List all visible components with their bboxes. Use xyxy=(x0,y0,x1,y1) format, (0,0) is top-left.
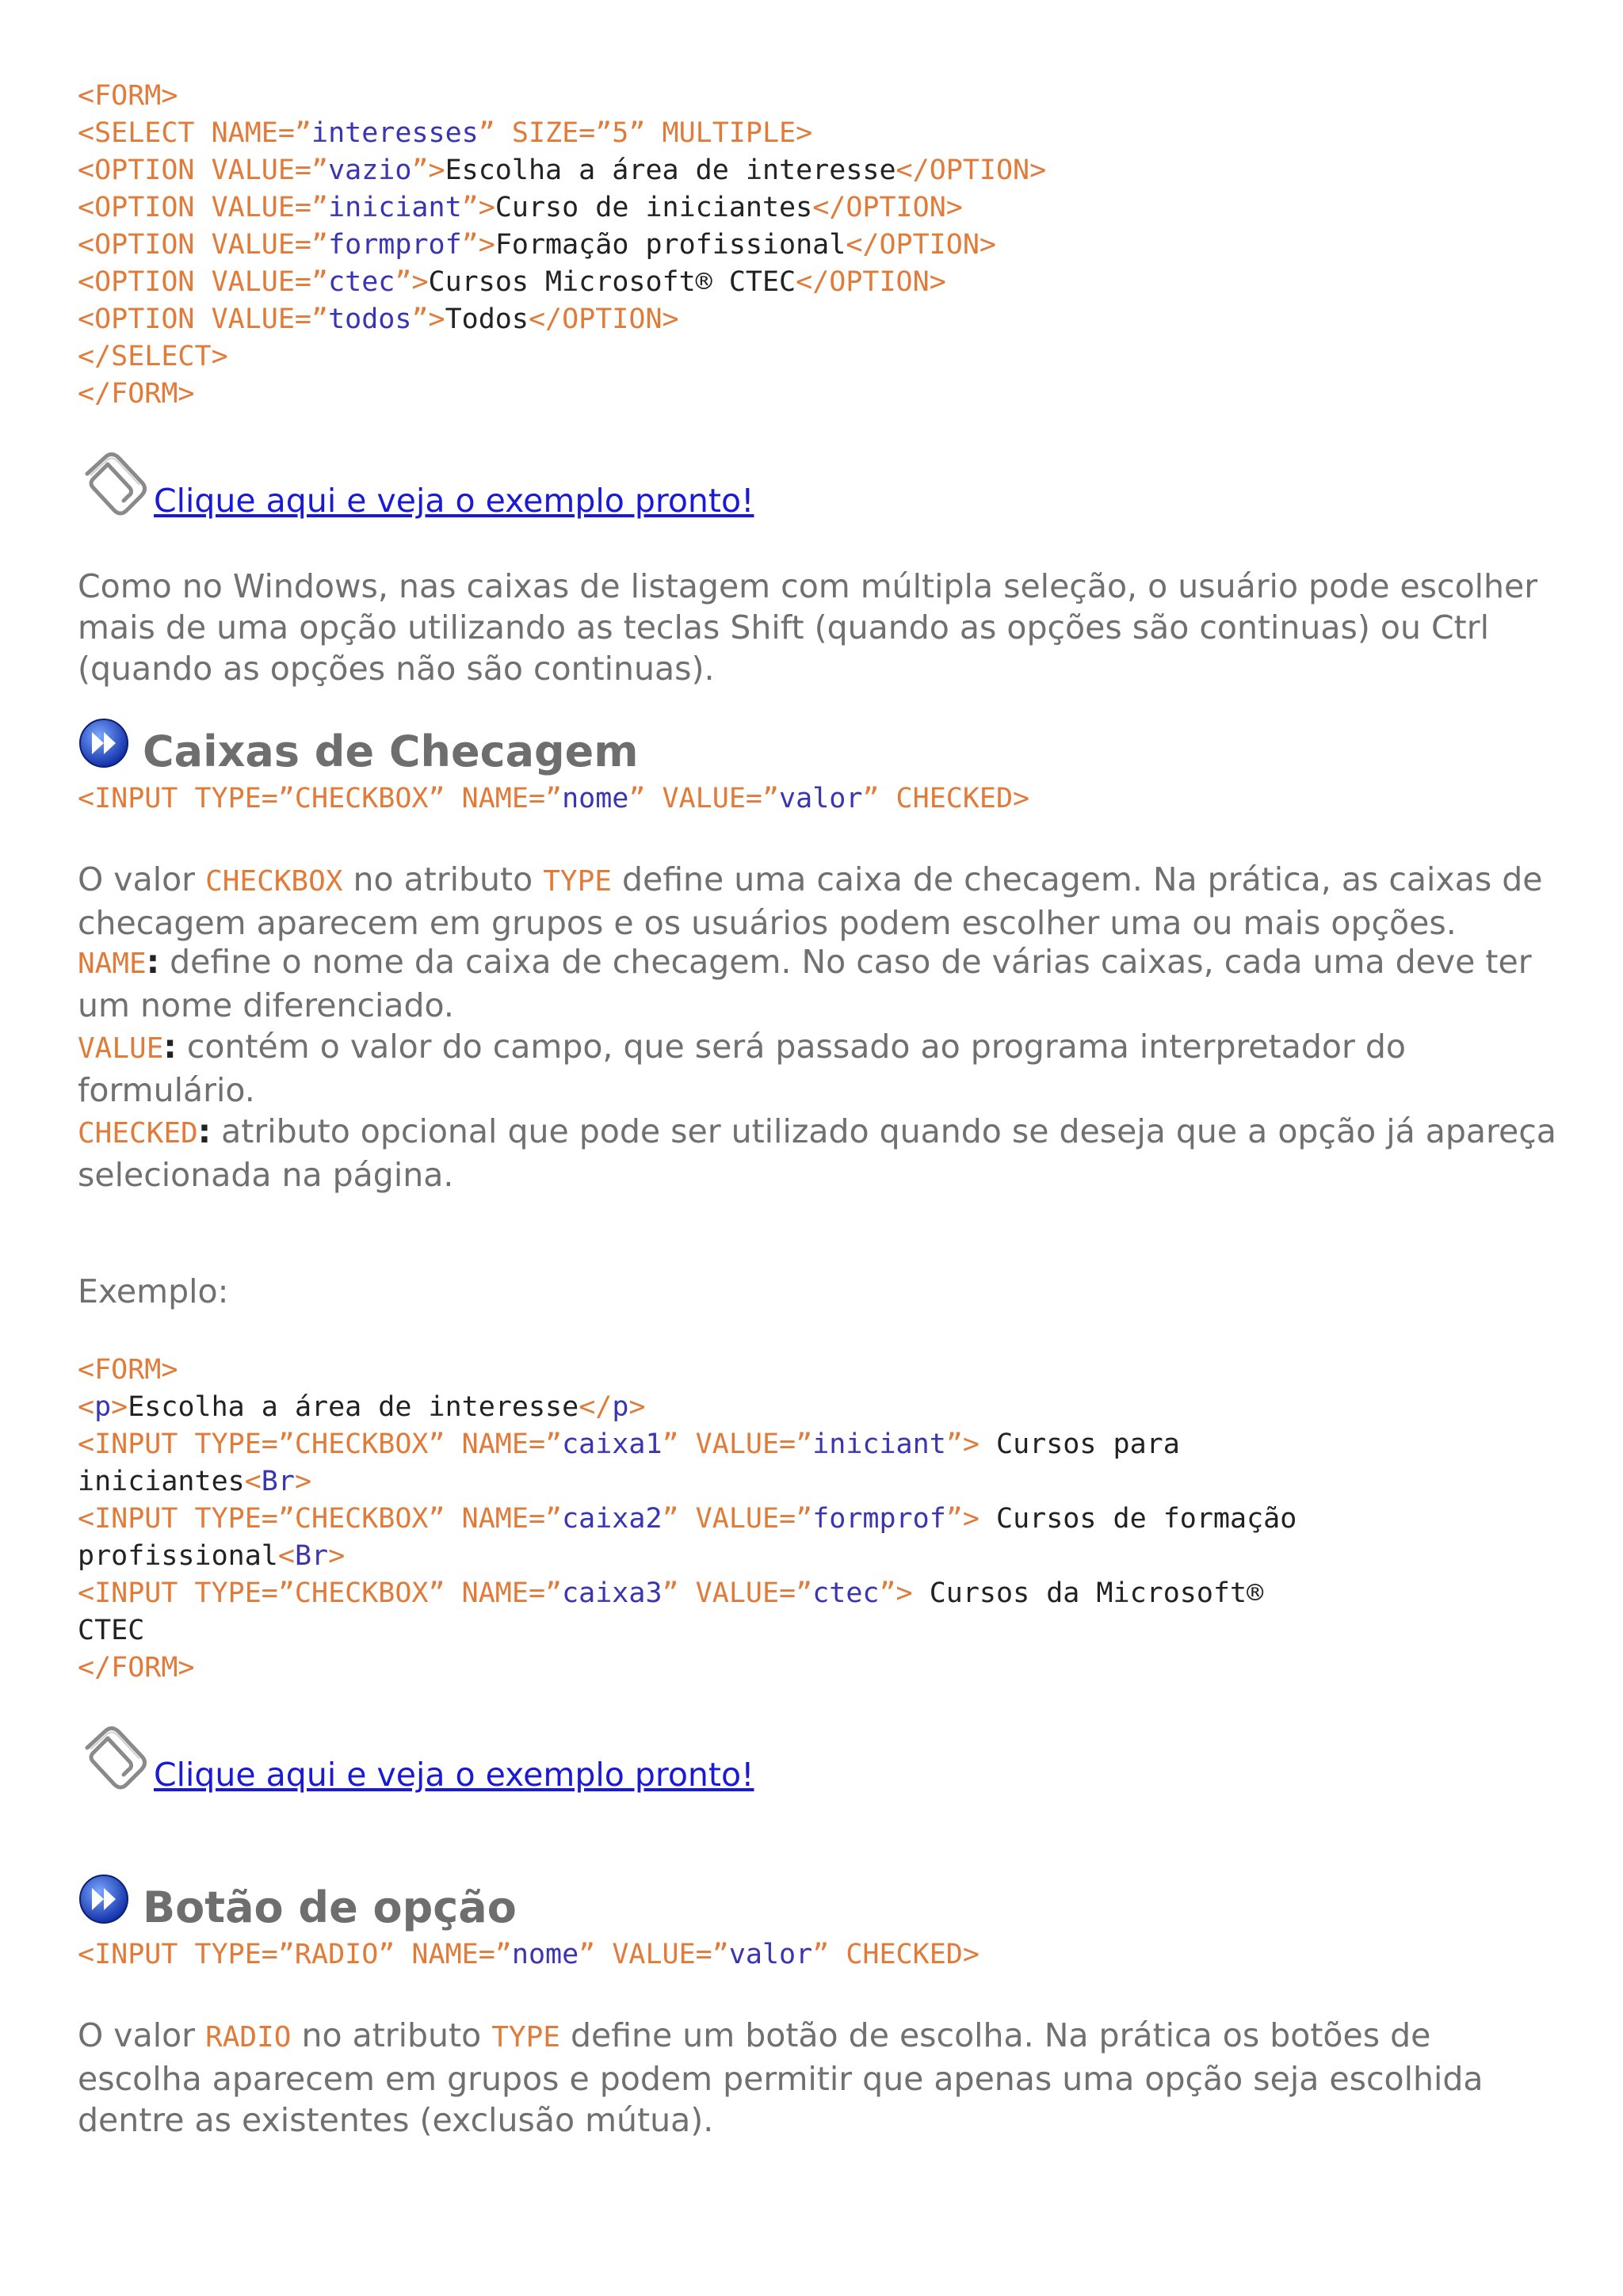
code-token: caixa3 xyxy=(562,1577,663,1609)
code-token: vazio xyxy=(328,154,412,186)
example-link-1[interactable]: Clique aqui e veja o exemplo pronto! xyxy=(154,482,754,520)
code-line xyxy=(78,1650,1552,1687)
code-line xyxy=(78,1352,1552,1389)
code-token: </OPTION> xyxy=(528,303,679,335)
code-token: < xyxy=(244,1466,262,1497)
code-token: iniciant xyxy=(328,192,462,223)
code-token: ctec xyxy=(328,266,395,298)
code-token: < xyxy=(277,1540,295,1572)
code-token: Formação profissional xyxy=(495,229,846,261)
code-token: ” VALUE=” xyxy=(662,1428,813,1460)
code-token: ” SIZE=”5” MULTIPLE> xyxy=(478,117,813,149)
code-token: > xyxy=(328,1540,346,1572)
code-token: </OPTION> xyxy=(896,154,1047,186)
code-line xyxy=(78,78,1552,115)
code-token: </FORM> xyxy=(78,1652,195,1684)
code-token: ”> xyxy=(945,1428,980,1460)
select-code-block xyxy=(78,78,1552,413)
code-token: </ xyxy=(579,1391,613,1423)
code-line xyxy=(78,189,1552,227)
radio-section-heading xyxy=(78,1873,517,1933)
fast-forward-icon xyxy=(78,717,130,769)
code-token: <OPTION VALUE=” xyxy=(78,154,329,186)
colon: : xyxy=(197,1112,212,1150)
code-line xyxy=(78,376,1552,413)
checkbox-intro-text: O valor CHECKBOX no atributo TYPE define uma caixa de checagem. Na prática, as caixas de checagem aparecem em grupos e os usuários podem escolher uma ou mais opções. xyxy=(78,860,1543,942)
code-token: ” CHECKED> xyxy=(862,783,1030,814)
code-token: <INPUT TYPE=”CHECKBOX” NAME=” xyxy=(78,1577,563,1609)
fast-forward-icon xyxy=(78,1873,130,1925)
code-token: <FORM> xyxy=(78,80,178,112)
code-token: <INPUT TYPE=”CHECKBOX” NAME=” xyxy=(78,1428,563,1460)
code-token: todos xyxy=(328,303,412,335)
code-token: Todos xyxy=(445,303,529,335)
example-link-row-1 xyxy=(78,450,754,521)
radio-syntax-code xyxy=(78,1936,1552,1974)
code-token: nome xyxy=(562,783,629,814)
code-line xyxy=(78,338,1552,376)
code-token: caixa2 xyxy=(562,1503,663,1535)
code-token: interesses xyxy=(311,117,479,149)
code-token: <OPTION VALUE=” xyxy=(78,229,329,261)
code-token: </OPTION> xyxy=(846,229,996,261)
code-token: Escolha a área de interesse xyxy=(445,154,896,186)
attribute-description: atributo opcional que pode ser utilizado quando se deseja que a opção já apareça selecionada na página. xyxy=(78,1112,1556,1194)
code-token: <INPUT TYPE=”CHECKBOX” NAME=” xyxy=(78,1503,563,1535)
code-token: p xyxy=(612,1391,629,1423)
code-token: </OPTION> xyxy=(812,192,963,223)
code-line xyxy=(78,1389,1552,1426)
code-token: ”> xyxy=(461,229,495,261)
code-token: ”> xyxy=(461,192,495,223)
code-token: ” VALUE=” xyxy=(628,783,780,814)
code-token: > xyxy=(294,1466,312,1497)
attribute-keyword: VALUE xyxy=(78,1032,164,1065)
code-token: < xyxy=(78,1391,95,1423)
attribute-definition xyxy=(78,1026,1560,1111)
radio-intro-text: O valor RADIO no atributo TYPE define um botão de escolha. Na prática os botões de escolha aparecem em grupos e podem permitir que apenas uma opção seja escolhida dentre as existentes (exclusão mútua). xyxy=(78,2016,1484,2139)
code-token: iniciant xyxy=(812,1428,946,1460)
checkbox-section-heading xyxy=(78,717,639,777)
code-token: Escolha a área de interesse xyxy=(128,1391,579,1423)
code-line xyxy=(78,780,1552,818)
code-line xyxy=(78,227,1552,264)
code-token: ” VALUE=” xyxy=(662,1577,813,1609)
code-token: Br xyxy=(261,1466,295,1497)
code-token: Cursos Microsoft® CTEC xyxy=(428,266,796,298)
code-line xyxy=(78,301,1552,338)
multi-select-text: Como no Windows, nas caixas de listagem com múltipla seleção, o usuário pode escolher mais de uma opção utilizando as teclas Shift (quando as opções são continuas) ou Ctrl (quando as opções não são continuas). xyxy=(78,567,1538,688)
code-token: <OPTION VALUE=” xyxy=(78,266,329,298)
code-token: Cursos de formação profissional xyxy=(78,1503,1297,1572)
code-token: </OPTION> xyxy=(796,266,946,298)
code-token: p xyxy=(94,1391,112,1423)
example-link-2[interactable]: Clique aqui e veja o exemplo pronto! xyxy=(154,1756,754,1794)
code-token: caixa1 xyxy=(562,1428,663,1460)
attribute-description: define o nome da caixa de checagem. No caso de várias caixas, cada uma deve ter um nome diferenciado. xyxy=(78,943,1532,1024)
code-token: ”> xyxy=(879,1577,913,1609)
colon: : xyxy=(146,943,160,981)
code-token: <OPTION VALUE=” xyxy=(78,303,329,335)
attribute-keyword: CHECKED xyxy=(78,1117,198,1150)
code-token: > xyxy=(628,1391,646,1423)
code-token: ”> xyxy=(395,266,429,298)
code-token: valor xyxy=(728,1939,813,1970)
attribute-definition xyxy=(78,1111,1560,1196)
paperclip-icon xyxy=(78,1724,147,1795)
code-token: ” VALUE=” xyxy=(579,1939,729,1970)
attribute-definition xyxy=(78,941,1560,1026)
code-token: Br xyxy=(294,1540,329,1572)
colon: : xyxy=(163,1028,177,1066)
code-token: </FORM> xyxy=(78,378,195,410)
code-token: ” CHECKED> xyxy=(812,1939,980,1970)
code-token: ”> xyxy=(945,1503,980,1535)
code-token: <INPUT TYPE=”RADIO” NAME=” xyxy=(78,1939,512,1970)
checkbox-attributes xyxy=(78,941,1560,1196)
code-token: ”> xyxy=(411,154,445,186)
code-line xyxy=(78,264,1552,301)
code-token: </SELECT> xyxy=(78,341,228,372)
example-label-text: Exemplo: xyxy=(78,1272,229,1310)
example-link-row-2 xyxy=(78,1724,754,1795)
checkbox-intro-paragraph xyxy=(78,859,1560,944)
attribute-description: contém o valor do campo, que será passado ao programa interpretador do formulário. xyxy=(78,1028,1406,1109)
code-token: Cursos para iniciantes xyxy=(78,1428,1180,1497)
code-token: Curso de iniciantes xyxy=(495,192,813,223)
code-token: ” VALUE=” xyxy=(662,1503,813,1535)
section-title: Caixas de Checagem xyxy=(143,727,639,776)
code-token: <INPUT TYPE=”CHECKBOX” NAME=” xyxy=(78,783,563,814)
attribute-keyword: NAME xyxy=(78,948,147,980)
code-token: ”> xyxy=(411,303,445,335)
code-line xyxy=(78,1575,1552,1650)
radio-intro-paragraph xyxy=(78,2015,1560,2141)
code-token: ctec xyxy=(812,1577,880,1609)
code-token: nome xyxy=(511,1939,579,1970)
code-token: valor xyxy=(779,783,863,814)
paperclip-icon xyxy=(78,450,147,521)
checkbox-example-code xyxy=(78,1352,1552,1687)
code-token: Cursos da Microsoft® CTEC xyxy=(78,1577,1264,1646)
code-line xyxy=(78,1501,1552,1575)
code-line xyxy=(78,1426,1552,1501)
checkbox-syntax-code xyxy=(78,780,1552,818)
code-line xyxy=(78,1936,1552,1974)
code-token: formprof xyxy=(812,1503,946,1535)
code-line xyxy=(78,152,1552,189)
code-token: <SELECT NAME=” xyxy=(78,117,312,149)
code-line xyxy=(78,115,1552,152)
code-token: <OPTION VALUE=” xyxy=(78,192,329,223)
multi-select-paragraph xyxy=(78,566,1560,689)
code-token: formprof xyxy=(328,229,462,261)
code-token: > xyxy=(111,1391,128,1423)
section-title: Botão de opção xyxy=(143,1882,517,1932)
example-label xyxy=(78,1271,1560,1312)
code-token: <FORM> xyxy=(78,1354,178,1386)
